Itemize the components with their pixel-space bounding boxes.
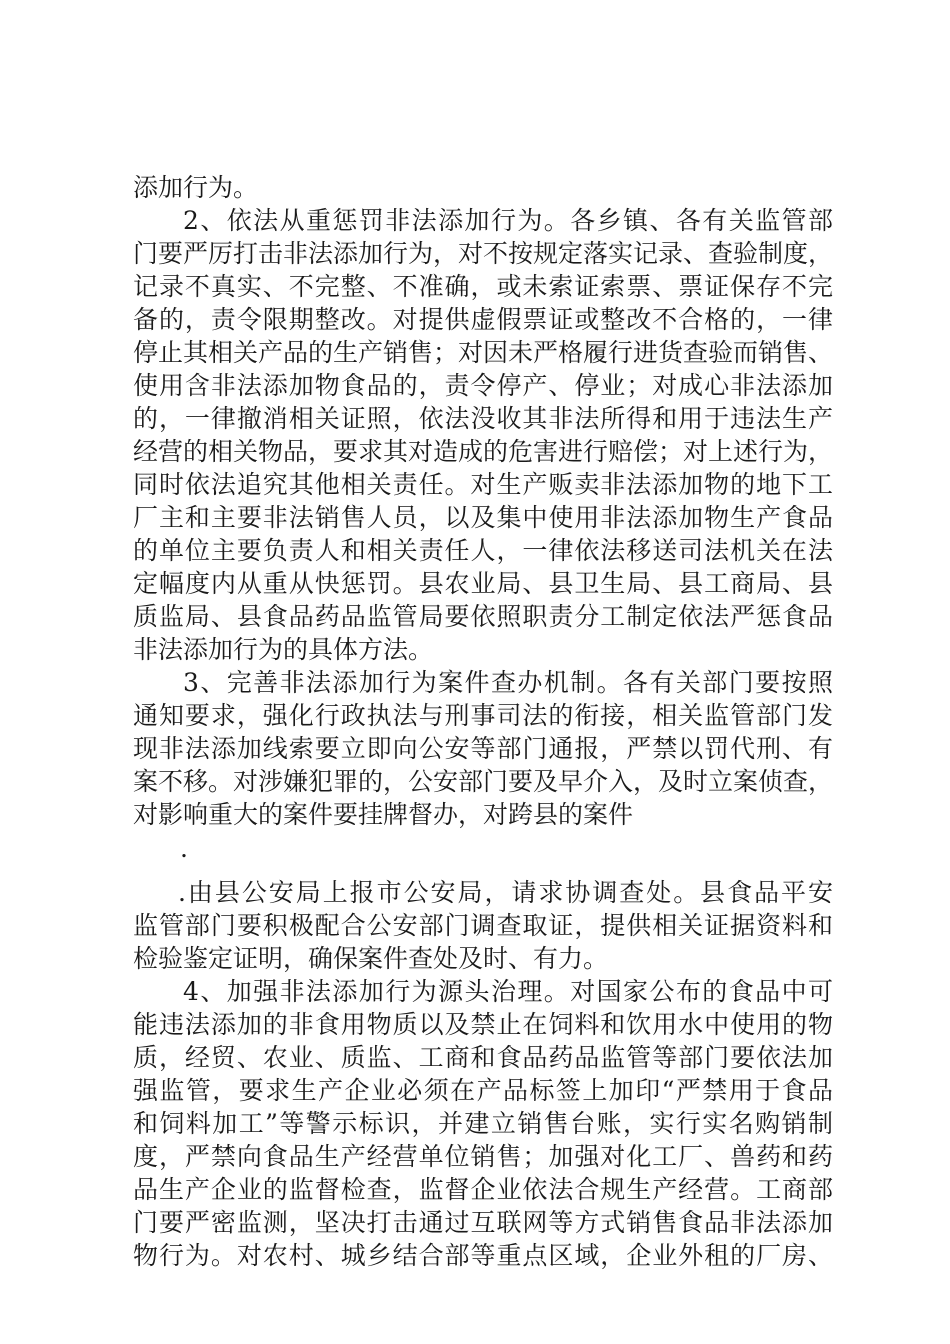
text-line: 的单位主要负责人和相关责任人，一律依法移送司法机关在法 xyxy=(133,536,833,565)
text-line: 现非法添加线索要立即向公安等部门通报，严禁以罚代刑、有 xyxy=(133,734,833,763)
text-line: 备的，责令限期整改。对提供虚假票证或整改不合格的，一律 xyxy=(133,305,833,334)
text-line: 物行为。对农村、城乡结合部等重点区域，企业外租的厂房、 xyxy=(133,1241,833,1270)
text-line: 记录不真实、不完整、不准确，或未索证索票、票证保存不完 xyxy=(133,272,833,301)
text-line: 监管部门要积极配合公安部门调查取证，提供相关证据资料和 xyxy=(133,911,833,940)
text-line: .由县公安局上报市公安局，请求协调查处。县食品平安 xyxy=(178,878,833,907)
text-line: 强监管，要求生产企业必须在产品标签上加印“严禁用于食品 xyxy=(133,1076,833,1105)
text-line: 质，经贸、农业、质监、工商和食品药品监管等部门要依法加 xyxy=(133,1043,833,1072)
text-line: 停止其相关产品的生产销售；对因未严格履行进货查验而销售、 xyxy=(133,338,834,367)
text-line: 质监局、县食品药品监管局要依照职责分工制定依法严惩食品 xyxy=(133,602,833,631)
text-line: 使用含非法添加物食品的，责令停产、停业；对成心非法添加 xyxy=(133,371,833,400)
text-line: 能违法添加的非食用物质以及禁止在饲料和饮用水中使用的物 xyxy=(133,1010,833,1039)
text-line: 案不移。对涉嫌犯罪的，公安部门要及早介入，及时立案侦查， xyxy=(133,767,834,796)
text-line: 品生产企业的监督检查，监督企业依法合规生产经营。工商部 xyxy=(133,1175,833,1204)
text-line: 对影响重大的案件要挂牌督办，对跨县的案件 xyxy=(133,800,634,829)
text-line: 添加行为。 xyxy=(133,173,259,202)
text-line: 度，严禁向食品生产经营单位销售；加强对化工厂、兽药和药 xyxy=(133,1142,833,1171)
text-line: 和饲料加工”等警示标识，并建立销售台账，实行实名购销制 xyxy=(133,1109,833,1138)
text-line: 同时依法追究其他相关责任。对生产贩卖非法添加物的地下工 xyxy=(133,470,833,499)
text-line: 经营的相关物品，要求其对造成的危害进行赔偿；对上述行为， xyxy=(133,437,834,466)
paragraph-2-heading-line: 2、依法从重惩罚非法添加行为。各乡镇、各有关监管部 xyxy=(183,206,833,235)
text-line: 定幅度内从重从快惩罚。县农业局、县卫生局、县工商局、县 xyxy=(133,569,833,598)
paragraph-3-heading-line: 3、完善非法添加行为案件查办机制。各有关部门要按照 xyxy=(183,668,833,697)
stray-dot: . xyxy=(180,834,188,863)
text-line: 门要严密监测，坚决打击通过互联网等方式销售食品非法添加 xyxy=(133,1208,833,1237)
text-line: 门要严厉打击非法添加行为，对不按规定落实记录、查验制度， xyxy=(133,239,834,268)
text-line: 的，一律撤消相关证照，依法没收其非法所得和用于违法生产 xyxy=(133,404,833,433)
text-line: 检验鉴定证明，确保案件查处及时、有力。 xyxy=(133,944,609,973)
paragraph-4-heading-line: 4、加强非法添加行为源头治理。对国家公布的食品中可 xyxy=(183,977,833,1006)
text-line: 非法添加行为的具体方法。 xyxy=(133,635,434,664)
text-line: 厂主和主要非法销售人员，以及集中使用非法添加物生产食品 xyxy=(133,503,833,532)
text-line: 通知要求，强化行政执法与刑事司法的衔接，相关监管部门发 xyxy=(133,701,833,730)
